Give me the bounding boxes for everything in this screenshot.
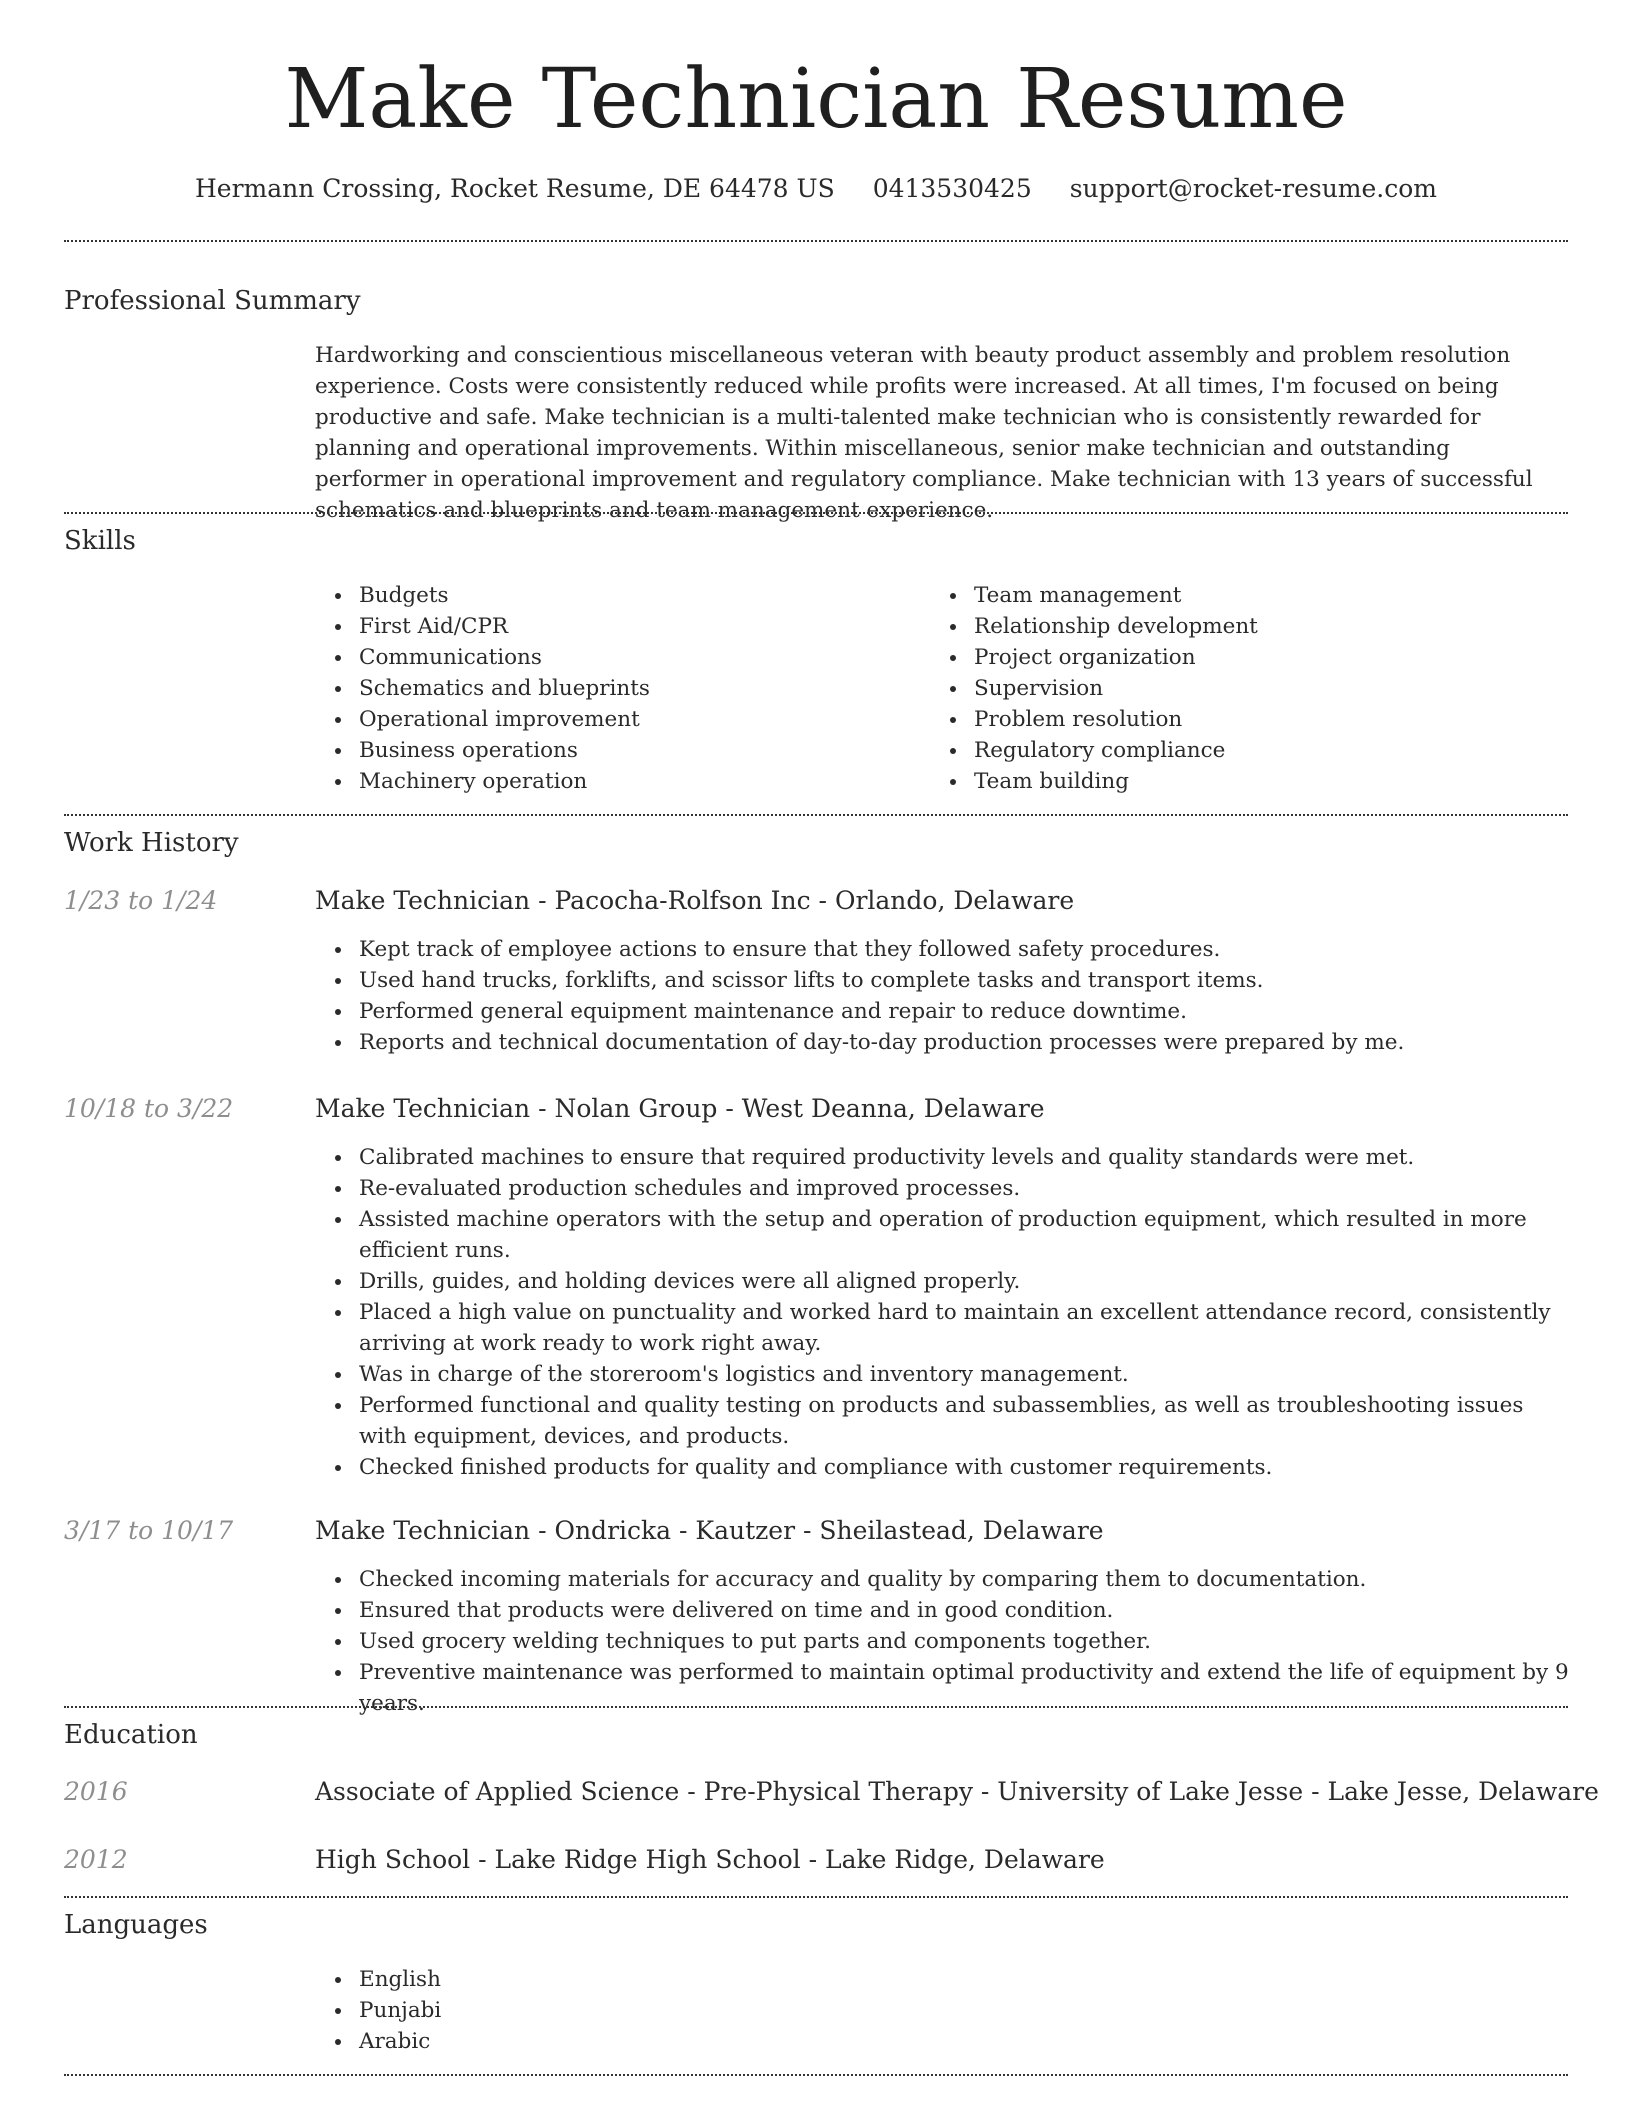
job-title: Make Technician - Ondricka - Kautzer - Sheilastead, Delaware xyxy=(315,1516,1104,1545)
divider xyxy=(64,240,1568,242)
education-title: High School - Lake Ridge High School - Lake Ridge, Delaware xyxy=(315,1845,1105,1874)
job-dates: 10/18 to 3/22 xyxy=(64,1094,234,1123)
job-bullets xyxy=(315,1564,1575,1719)
job-bullet: Checked finished products for quality and compliance with customer requirements. xyxy=(315,1452,1575,1483)
language-item: English xyxy=(315,1964,1575,1995)
job-dates: 3/17 to 10/17 xyxy=(64,1516,234,1545)
job-dates: 1/23 to 1/24 xyxy=(64,886,218,915)
job-bullet: Placed a high value on punctuality and worked hard to maintain an excellent attendance record, consistently arriving at work ready to work right away. xyxy=(315,1297,1575,1359)
job-bullet: Performed functional and quality testing on products and subassemblies, as well as troubleshooting issues with equipment, devices, and products. xyxy=(315,1390,1575,1452)
section-heading-education: Education xyxy=(64,1720,198,1750)
skill-item: Problem resolution xyxy=(930,704,1530,735)
job-bullet: Used grocery welding techniques to put parts and components together. xyxy=(315,1626,1575,1657)
job-bullet: Checked incoming materials for accuracy and quality by comparing them to documentation. xyxy=(315,1564,1575,1595)
summary-text: Hardworking and conscientious miscellaneous veteran with beauty product assembly and problem resolution experience. Costs were consistently reduced while profits were increased. At all times, I'm focused on being productive and safe. Make technician is a multi-talented make technician who is consistently rewarded for planning and operational improvements. Within miscellaneous, senior make technician and outstanding performer in operational improvement and regulatory compliance. Make technician with 13 years of successful schematics and blueprints and team management experience. xyxy=(315,343,1533,523)
job-bullet: Assisted machine operators with the setup and operation of production equipment, which resulted in more efficient runs. xyxy=(315,1204,1575,1266)
job-bullet: Re-evaluated production schedules and improved processes. xyxy=(315,1173,1575,1204)
contact-line xyxy=(64,172,1568,206)
resume-title: Make Technician Resume xyxy=(284,52,1348,147)
languages-list xyxy=(315,1964,1575,2057)
job-bullet: Kept track of employee actions to ensure that they followed safety procedures. xyxy=(315,934,1575,965)
email: support@rocket-resume.com xyxy=(1069,174,1438,203)
education-year: 2012 xyxy=(64,1845,128,1874)
section-heading-skills: Skills xyxy=(64,526,136,556)
skill-item: Schematics and blueprints xyxy=(315,673,915,704)
divider xyxy=(64,2074,1568,2076)
skill-item: Regulatory compliance xyxy=(930,735,1530,766)
skill-item: First Aid/CPR xyxy=(315,611,915,642)
skill-item: Supervision xyxy=(930,673,1530,704)
language-item: Punjabi xyxy=(315,1995,1575,2026)
skill-item: Machinery operation xyxy=(315,766,915,797)
job-bullet: Preventive maintenance was performed to maintain optimal productivity and extend the life of equipment by 9 years. xyxy=(315,1657,1575,1719)
skill-item: Project organization xyxy=(930,642,1530,673)
skills-column-left xyxy=(315,580,915,797)
job-bullets xyxy=(315,1142,1575,1483)
education-title: Associate of Applied Science - Pre-Physical Therapy - University of Lake Jesse - Lake Jesse, Delaware xyxy=(315,1777,1599,1806)
job-bullet: Performed general equipment maintenance and repair to reduce downtime. xyxy=(315,996,1575,1027)
skill-item: Relationship development xyxy=(930,611,1530,642)
job-title: Make Technician - Nolan Group - West Deanna, Delaware xyxy=(315,1094,1045,1123)
job-bullet: Ensured that products were delivered on time and in good condition. xyxy=(315,1595,1575,1626)
job-title: Make Technician - Pacocha-Rolfson Inc - Orlando, Delaware xyxy=(315,886,1075,915)
skill-item: Budgets xyxy=(315,580,915,611)
divider xyxy=(64,1896,1568,1898)
job-bullet: Was in charge of the storeroom's logistics and inventory management. xyxy=(315,1359,1575,1390)
skill-item: Operational improvement xyxy=(315,704,915,735)
phone: 0413530425 xyxy=(872,174,1032,203)
skill-item: Communications xyxy=(315,642,915,673)
address: Hermann Crossing, Rocket Resume, DE 64478 US xyxy=(194,174,835,203)
job-bullets xyxy=(315,934,1575,1058)
section-heading-languages: Languages xyxy=(64,1910,208,1940)
skills-column-right xyxy=(930,580,1530,797)
skill-item: Team management xyxy=(930,580,1530,611)
skill-item: Team building xyxy=(930,766,1530,797)
job-bullet: Reports and technical documentation of day-to-day production processes were prepared by me. xyxy=(315,1027,1575,1058)
divider xyxy=(64,512,1568,514)
divider xyxy=(64,1706,1568,1708)
language-item: Arabic xyxy=(315,2026,1575,2057)
skill-item: Business operations xyxy=(315,735,915,766)
section-heading-work: Work History xyxy=(64,828,239,858)
education-year: 2016 xyxy=(64,1777,128,1806)
section-heading-summary: Professional Summary xyxy=(64,286,361,316)
job-bullet: Used hand trucks, forklifts, and scissor lifts to complete tasks and transport items. xyxy=(315,965,1575,996)
job-bullet: Calibrated machines to ensure that required productivity levels and quality standards were met. xyxy=(315,1142,1575,1173)
divider xyxy=(64,814,1568,816)
job-bullet: Drills, guides, and holding devices were all aligned properly. xyxy=(315,1266,1575,1297)
